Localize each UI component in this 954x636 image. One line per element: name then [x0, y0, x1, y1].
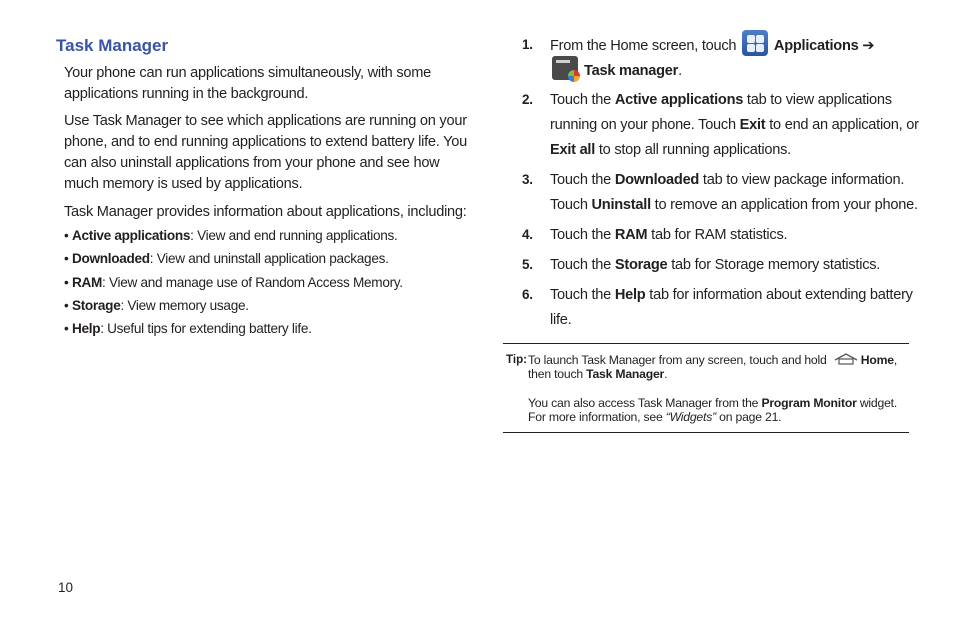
- step-number: 6.: [522, 287, 533, 302]
- step-number: 5.: [522, 257, 533, 272]
- tip-text-widget: You can also access Task Manager from the Program Monitor widget. For more information, see “Widgets” on page 21.: [528, 396, 898, 424]
- usage-paragraph: Use Task Manager to see which applications are running on your phone, and to end running applications to extend battery life. You can also uninstall applications from your phone and see how much memory is used by applications.: [64, 113, 467, 192]
- tip-label: Tip:: [506, 353, 528, 366]
- intro-paragraph: Your phone can run applications simultaneously, with some applications running in the background.: [64, 65, 432, 102]
- applications-icon: [742, 30, 768, 56]
- list-item: • Help: Useful tips for extending battery life.: [64, 321, 312, 337]
- list-item: • Downloaded: View and uninstall application packages.: [64, 251, 389, 267]
- section-heading: Task Manager: [56, 36, 169, 55]
- list-item: • RAM: View and manage use of Random Access Memory.: [64, 274, 403, 290]
- step-text: Touch the Help tab for information about extending battery life.: [550, 287, 913, 328]
- step-text: Touch the RAM tab for RAM statistics.: [550, 227, 788, 243]
- step-text: From the Home screen, touch Applications ➔ Task manager.: [550, 34, 920, 84]
- step-number: 2.: [522, 92, 533, 107]
- step-text: Touch the Active applications tab to view applications running on your phone. Touch Exit to end an application, or Exit all to stop all running applications.: [550, 92, 919, 158]
- info-paragraph: Task Manager provides information about applications, including:: [64, 204, 467, 220]
- step-number: 4.: [522, 227, 533, 242]
- step-text: Touch the Storage tab for Storage memory statistics.: [550, 257, 881, 273]
- list-item: • Active applications: View and end running applications.: [64, 228, 398, 243]
- tip-box: [503, 343, 909, 433]
- widgets-link[interactable]: “Widgets”: [665, 410, 716, 424]
- tip-text: To launch Task Manager from any screen, touch and hold Home, then touch Task Manager.: [528, 353, 898, 381]
- home-icon: [833, 353, 859, 365]
- list-item: • Storage: View memory usage.: [64, 297, 249, 313]
- feature-list: [64, 226, 403, 342]
- step-text: Touch the Downloaded tab to view package information. Touch Uninstall to remove an application from your phone.: [550, 172, 918, 213]
- step-number: 1.: [522, 37, 533, 52]
- task-manager-icon: [552, 56, 578, 80]
- step-number: 3.: [522, 172, 533, 187]
- page-number: 10: [58, 580, 74, 595]
